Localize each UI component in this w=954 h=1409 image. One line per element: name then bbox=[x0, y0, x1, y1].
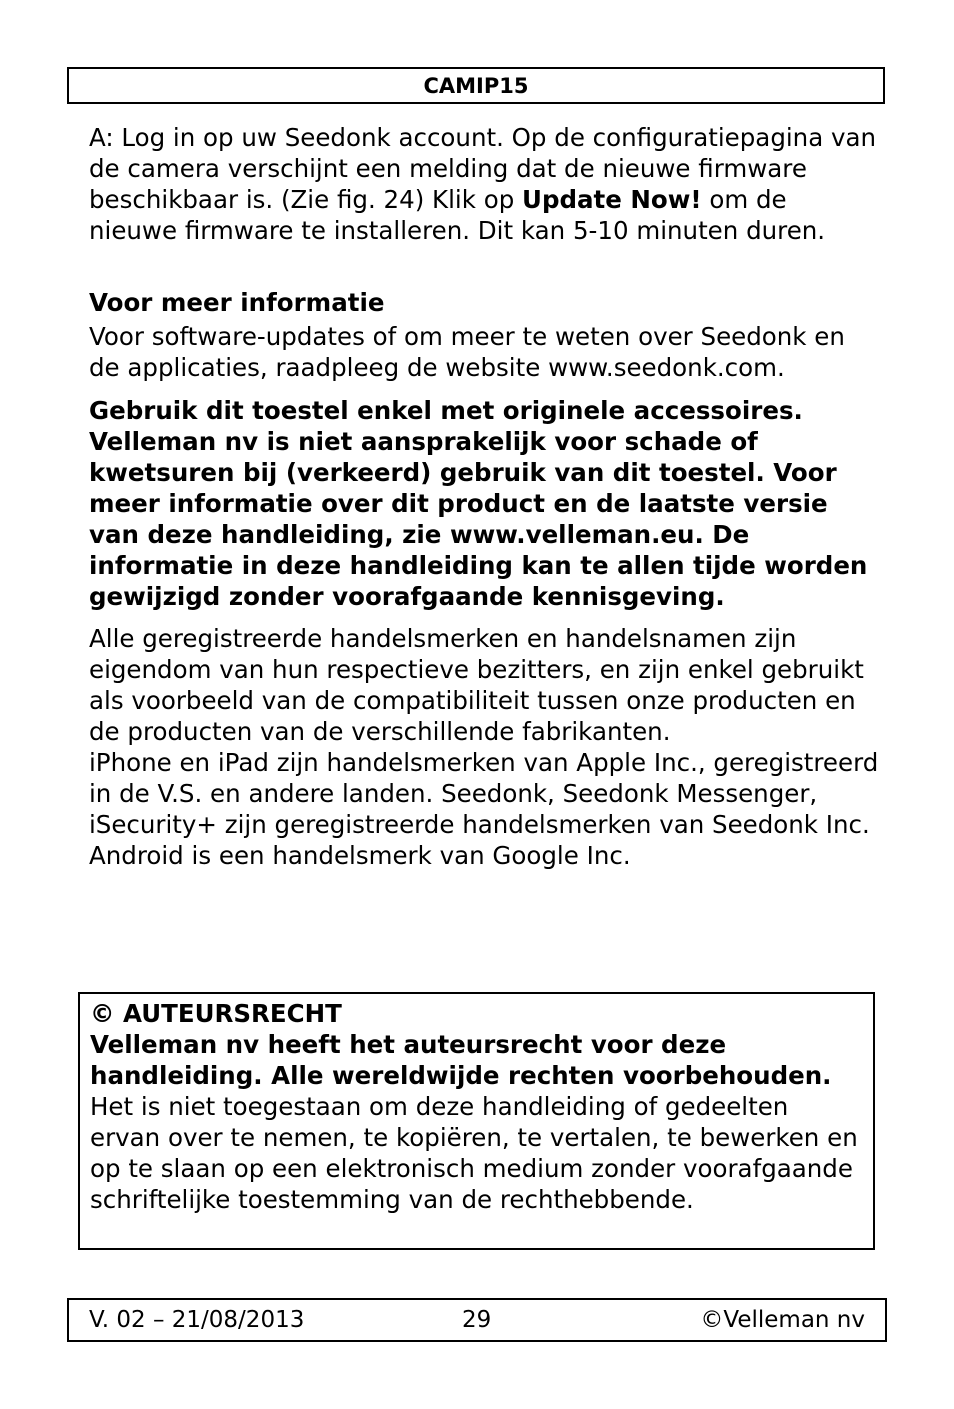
header-title: CAMIP15 bbox=[423, 74, 529, 98]
trademarks-paragraph-2: iPhone en iPad zijn handelsmerken van Apple Inc., geregistreerd in de V.S. en andere landen. Seedonk, Seedonk Messenger, iSecurity+ zijn geregistreerde handelsmerken van Seedonk Inc. Android is een handelsmerk van Google Inc. bbox=[89, 748, 879, 870]
page-footer bbox=[67, 1298, 887, 1342]
trademarks-paragraph-1: Alle geregistreerde handelsmerken en handelsnamen zijn eigendom van hun respectieve bezitters, en zijn enkel gebruikt als voorbeeld van de compatibiliteit tussen onze producten en de producten van de verschillende fabrikanten. bbox=[89, 624, 864, 746]
copyright-title: © AUTEURSRECHT bbox=[90, 999, 342, 1028]
footer-copyright: ©Velleman nv bbox=[700, 1307, 865, 1333]
intro-text-after: om de nieuwe firmware te installeren. Dit kan 5-10 minuten duren. bbox=[89, 185, 826, 245]
copyright-box bbox=[78, 992, 875, 1250]
intro-text-before: A: Log in op uw Seedonk account. Op de configuratiepagina van de camera verschijnt een melding dat de nieuwe firmware beschikbaar is. (Zie fig. 24) Klik op bbox=[89, 123, 877, 214]
intro-bold-update: Update Now! bbox=[522, 185, 702, 214]
footer-version: V. 02 – 21/08/2013 bbox=[89, 1307, 305, 1333]
notice-paragraph: Gebruik dit toestel enkel met originele accessoires. Velleman nv is niet aansprakelijk voor schade of kwetsuren bij (verkeerd) gebruik van dit toestel. Voor meer informatie over dit product en de laatste versie van deze handleiding, zie www.velleman.eu. De informatie in deze handleiding kan te allen tijde worden gewijzigd zonder voorafgaande kennisgeving. bbox=[89, 396, 868, 611]
more-info-text: Voor software-updates of om meer te weten over Seedonk en de applicaties, raadpleeg de website www.seedonk.com. bbox=[89, 322, 845, 382]
copyright-bold-text: Velleman nv heeft het auteursrecht voor deze handleiding. Alle wereldwijde rechten voorbehouden. bbox=[90, 1030, 832, 1090]
page-header bbox=[67, 67, 885, 104]
intro-paragraph bbox=[89, 122, 879, 246]
copyright-text: Het is niet toegestaan om deze handleiding of gedeelten ervan over te nemen, te kopiëren, te vertalen, te bewerken en op te slaan op een elektronisch medium zonder voorafgaande schriftelijke toestemming van de rechthebbende. bbox=[90, 1092, 858, 1214]
footer-page-number: 29 bbox=[462, 1307, 492, 1333]
more-info-heading: Voor meer informatie bbox=[89, 288, 385, 317]
main-content bbox=[89, 122, 879, 871]
